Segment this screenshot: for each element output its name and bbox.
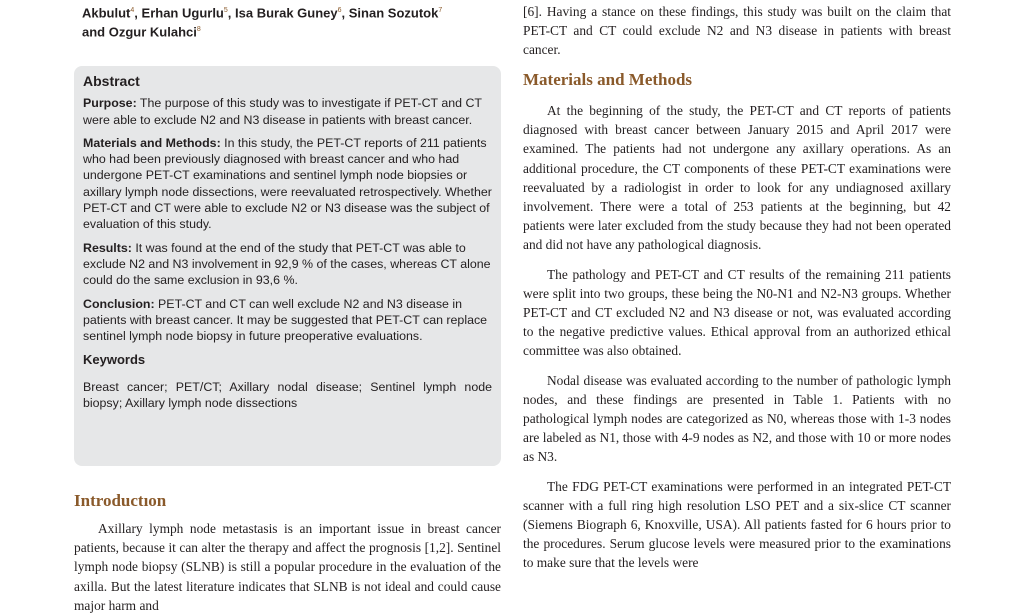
author-conjunction: and <box>82 24 109 40</box>
author-list <box>82 2 502 41</box>
abstract-conclusion <box>83 296 492 345</box>
affiliation-mark: 8 <box>196 26 201 34</box>
affiliation-mark: 7 <box>438 7 443 14</box>
author-separator: , <box>134 5 142 21</box>
methods-paragraph: The pathology and PET-CT and CT results of the remaining 211 patients were split into two groups, these being the N0-N1 and N2-N3 groups. Whether PET-CT and CT excluded N2 and N3 disease or not, was evaluated according to the negative predictive values. Ethical approval from an authorized ethical committee was also obtained. <box>523 266 951 359</box>
methods-body <box>523 101 951 583</box>
results-label: Results: <box>83 240 132 255</box>
author-name: Sinan Sozutok <box>348 5 439 21</box>
introduction-paragraph: Axillary lymph node metastasis is an important issue in breast cancer patients, because it can alter the therapy and affect the prognosis [1,2]. Sentinel lymph node biopsy (SLNB) is still a popular procedure in the evaluation of the axilla. But the latest literature indicates that SLNB is not ideal and could cause major harm and <box>74 521 501 613</box>
keywords-text: Breast cancer; PET/CT; Axillary nodal disease; Sentinel lymph node biopsy; Axillary lymph node dissections <box>83 379 492 411</box>
affiliation-mark: 4 <box>130 7 135 14</box>
purpose-text: The purpose of this study was to investigate if PET-CT and CT were able to exclude N2 and N3 disease in patients with breast cancer. <box>83 96 482 127</box>
author-name: Isa Burak Guney <box>235 5 338 21</box>
author-separator: , <box>227 5 236 21</box>
methods-label: Materials and Methods: <box>83 135 221 150</box>
author-name: Akbulut <box>82 5 131 21</box>
results-text: It was found at the end of the study that PET-CT was able to exclude N2 and N3 involvement in 92,9 % of the cases, whereas CT alone could do the same exclusion in 93,6 %. <box>83 240 491 288</box>
conclusion-text: PET-CT and CT can well exclude N2 and N3 disease in patients with breast cancer. It may be suggested that PET-CT can replace sentinel lymph node biopsy in future preoperative evaluations. <box>83 296 488 344</box>
author-separator: , <box>341 5 349 21</box>
abstract-methods <box>83 135 492 233</box>
abstract-heading: Abstract <box>83 73 140 89</box>
keywords-heading: Keywords <box>83 352 146 368</box>
methods-paragraph: At the beginning of the study, the PET-CT and CT reports of patients diagnosed with breast cancer between January 2015 and April 2017 were examined. The patients had not undergone any axillary operations. As an additional procedure, the CT components of these PET-CT examinations were reevaluated by a radiologist in order to look for any undiagnosed axillary involvement. There were a total of 253 patients at the beginning, but 42 patients were later excluded from the study because they had not been operated and did not have any pathological diagnosis. <box>523 103 951 253</box>
author-name: Erhan Ugurlu <box>141 5 224 21</box>
methods-paragraph: Nodal disease was evaluated according to the number of pathologic lymph nodes, and these findings are presented in Table 1. Patients with no pathological lymph nodes are categorized as N0, whereas those with 1-3 nodes are labeled as N1, those with 4-9 nodes as N2, and those with 10 or more nodes as N3. <box>523 372 951 465</box>
affiliation-mark: 5 <box>223 7 228 14</box>
author-name: Ozgur Kulahci <box>108 24 197 40</box>
methods-paragraph: The FDG PET-CT examinations were performed in an integrated PET-CT scanner with a full ring high resolution LSO PET and a six-slice CT scanner (Siemens Biograph 6, Knoxville, USA). All patients fasted for 6 hours prior to the procedures. Serum glucose levels were measured prior to the examinations to make sure that the levels were <box>523 478 951 571</box>
abstract-box <box>74 66 501 466</box>
methods-heading: Materials and Methods <box>523 70 693 89</box>
introduction-heading: Introductıon <box>74 491 167 510</box>
methods-text: In this study, the PET-CT reports of 211 patients who had been previously diagnosed with breast cancer and who had undergone PET-CT examinations and sentinel lymph node biopsies or axillary lymph node dissections, were reevaluated retrospectively. Whether PET-CT and CT were able to exclude N2 or N3 disease was the subject of evaluation of this study. <box>83 135 492 232</box>
introduction-body <box>74 519 501 615</box>
conclusion-label: Conclusion: <box>83 296 155 311</box>
abstract-purpose <box>83 95 492 128</box>
continued-paragraph: [6]. Having a stance on these findings, this study was built on the claim that PET-CT and CT could exclude N2 and N3 disease in patients with breast cancer. <box>523 4 951 58</box>
continued-text <box>523 2 951 60</box>
purpose-label: Purpose: <box>83 96 137 111</box>
abstract-results <box>83 240 492 289</box>
affiliation-mark: 6 <box>337 7 342 14</box>
